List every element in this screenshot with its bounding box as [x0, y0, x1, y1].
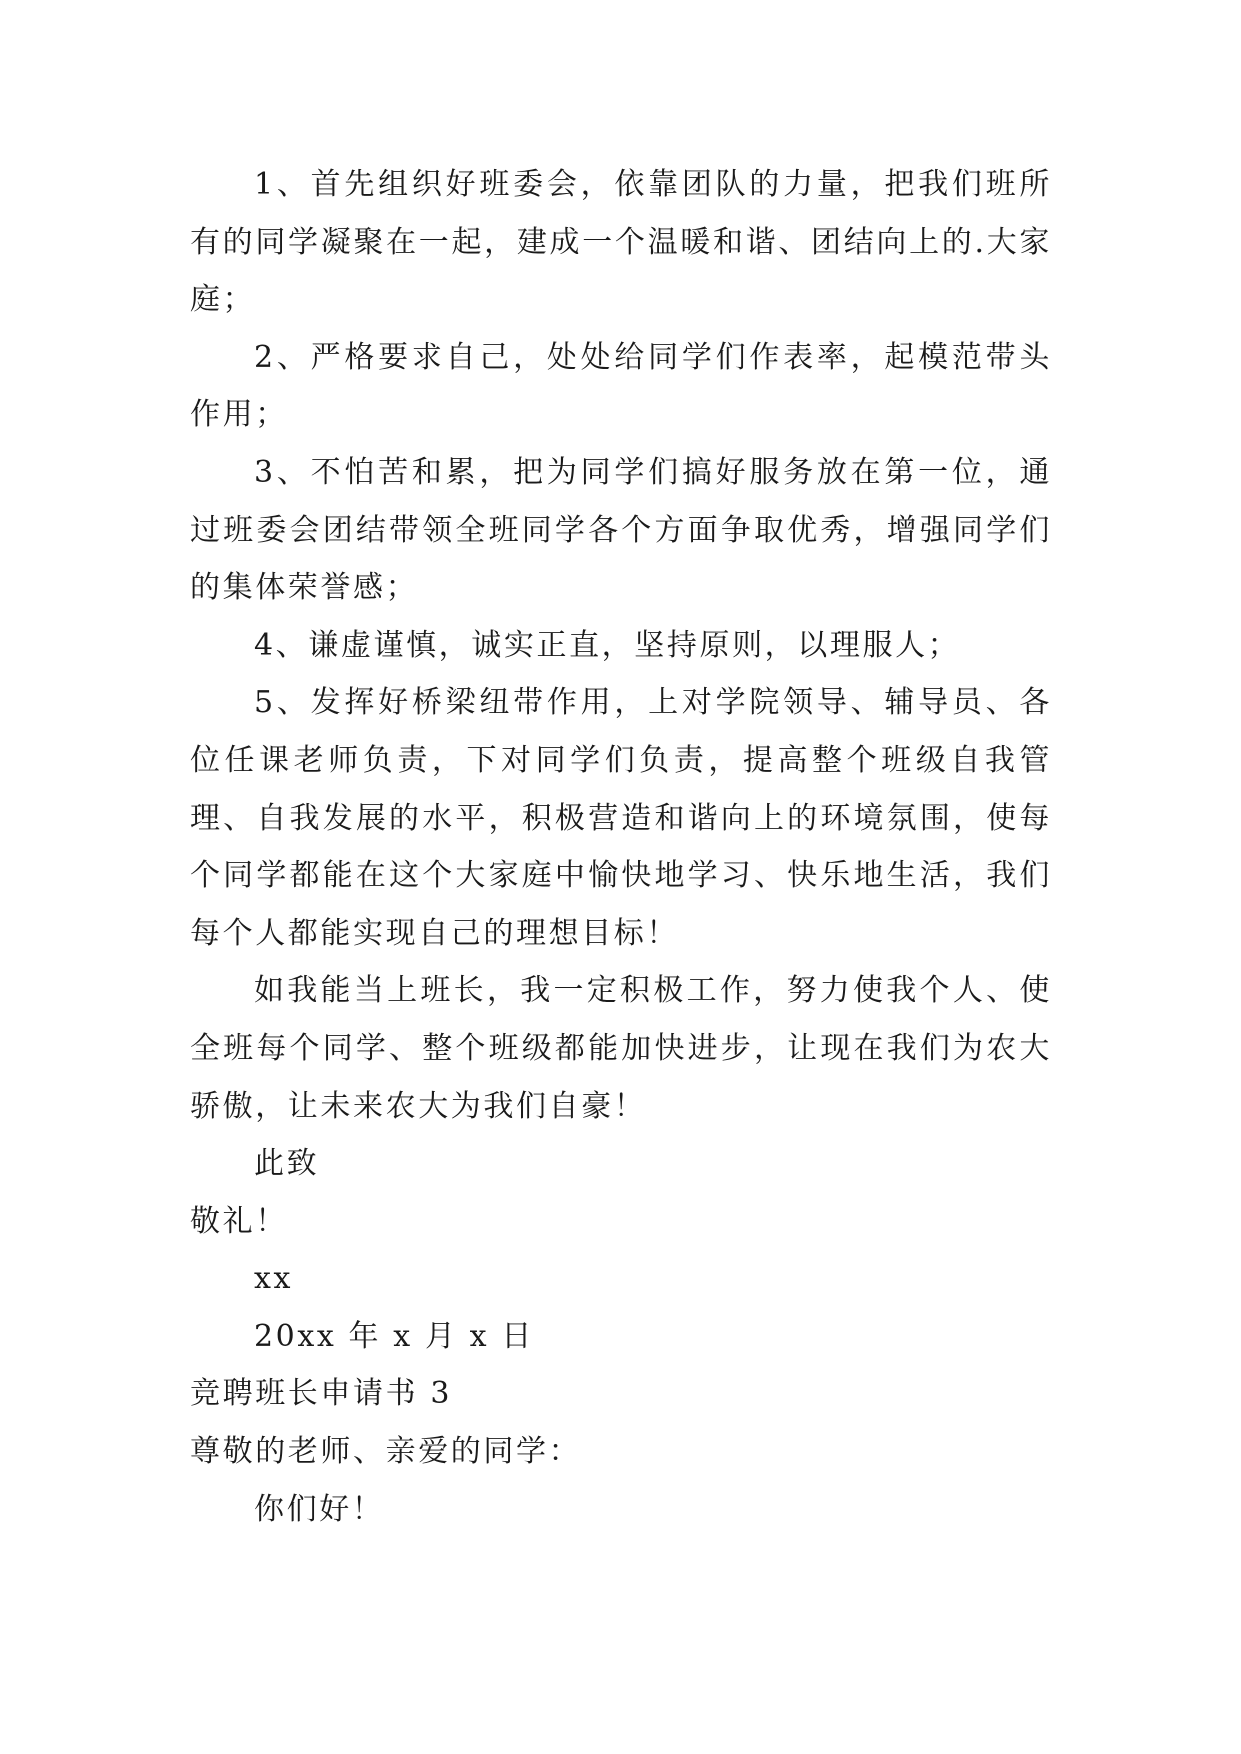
- paragraph-item-5: 5、发挥好桥梁纽带作用，上对学院领导、辅导员、各位任课老师负责，下对同学们负责，提高整个班级自我管理、自我发展的水平，积极营造和谐向上的环境氛围，使每个同学都能在这个大家庭中愉快地学习、快乐地生活，我们每个人都能实现自己的理想目标！: [190, 685, 1052, 951]
- paragraph-item-3: 3、不怕苦和累，把为同学们搞好服务放在第一位，通过班委会团结带领全班同学各个方面争取优秀，增强同学们的集体荣誉感；: [190, 454, 1052, 606]
- paragraph-item-1: 1、首先组织好班委会，依靠团队的力量，把我们班所有的同学凝聚在一起，建成一个温暖和谐、团结向上的.大家庭；: [190, 167, 1052, 318]
- closing-regards: 敬礼！: [190, 1203, 288, 1239]
- closing-salutation: 此致: [254, 1146, 320, 1182]
- paragraph-item-4: 4、谦虚谨慎，诚实正直，坚持原则，以理服人；: [254, 627, 961, 663]
- greeting-recipients: 尊敬的老师、亲爱的同学：: [190, 1434, 582, 1470]
- document-page: [190, 156, 1052, 1538]
- greeting-hello: 你们好！: [254, 1491, 385, 1527]
- section-title: 竞聘班长申请书 3: [190, 1376, 453, 1412]
- paragraph-pledge: 如我能当上班长，我一定积极工作，努力使我个人、使全班每个同学、整个班级都能加快进步，让现在我们为农大骄傲，让未来农大为我们自豪！: [190, 973, 1052, 1124]
- paragraph-item-2: 2、严格要求自己，处处给同学们作表率，起模范带头作用；: [190, 339, 1052, 433]
- signature-name: xx: [254, 1261, 294, 1297]
- signature-date: 20xx 年 x 月 x 日: [254, 1318, 534, 1354]
